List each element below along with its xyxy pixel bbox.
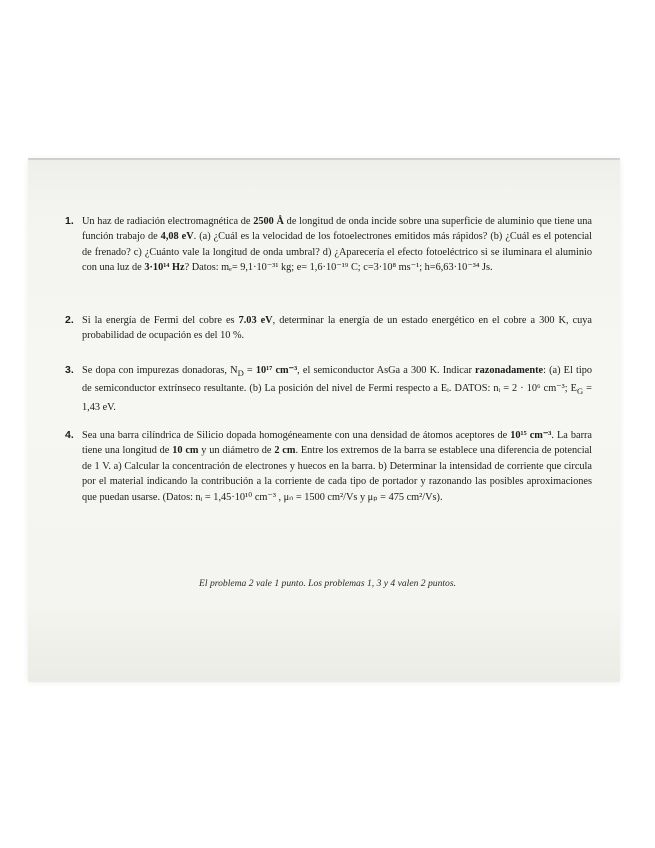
subscript: D	[237, 368, 244, 379]
problem-text: Un haz de radiación electromagnética de	[82, 216, 254, 227]
length-value: 10 cm	[172, 445, 199, 457]
problem-text: . Entre los extremos de la barra se establece una diferencia de potencial de 1 V. a) Calcular la concentración de electrones y huecos en la barra. b) Determinar la intensidad de corriente que circula por el material indicando la contribución a la corriente de cada tipo de portador y razonando las posibles aproximaciones que puedan usarse. (Datos: nᵢ = 1,45·10¹⁰ cm⁻³ , μₙ = 1500 cm²/Vs y μₚ = 475 cm²/Vs).	[82, 445, 592, 503]
problem-text: . La barra tiene una longitud de	[82, 430, 593, 457]
acceptor-density-value: 10¹⁵ cm⁻³	[510, 430, 552, 441]
grading-note: El problema 2 vale 1 punto. Los problemas 1, 3 y 4 valen 2 puntos.	[199, 578, 456, 589]
problem-text: =	[243, 365, 256, 376]
problem-number: 4.	[65, 429, 74, 441]
problem-text: . (a) ¿Cuál es la velocidad de los fotoelectrones emitidos más rápidos? (b) ¿Cuál es el potencial de frenado? c) ¿Cuánto vale la longitud de onda umbral? d) ¿Aparecería el efecto fotoeléctrico si se iluminara el aluminio con una luz de	[82, 231, 592, 274]
problem-2	[65, 313, 593, 344]
problem-number: 2.	[65, 314, 74, 326]
problem-text: Si la energía de Fermi del cobre es	[82, 315, 239, 326]
problem-4	[65, 428, 593, 505]
donor-density-value: 10¹⁷ cm⁻³	[255, 365, 298, 376]
emphasis-word: razonadamente	[475, 365, 544, 376]
problem-text: , el semiconductor AsGa a 300 K. Indicar	[297, 365, 476, 376]
wavelength-value: 2500 Å	[253, 216, 284, 227]
diameter-value: 2 cm	[274, 445, 296, 457]
problem-number: 3.	[65, 364, 74, 376]
problem-1	[65, 214, 592, 276]
problem-3	[65, 363, 592, 415]
fermi-energy-value: 7.03 eV	[238, 315, 273, 326]
problem-data: ? Datos: mₑ= 9,1·10⁻³¹ kg; e= 1,6·10⁻¹⁹ C; c=3·10⁸ ms⁻¹; h=6,63·10⁻³⁴ Js.	[184, 262, 493, 274]
problem-number: 1.	[65, 215, 74, 227]
subscript: G	[576, 386, 584, 397]
problem-text: : (a) El tipo de semiconductor extrínseco resultante. (b) La posición del nivel de Fermi respecto a Eᵢ. DATOS: nᵢ = 2 · 10⁶ cm⁻³; E	[82, 365, 592, 395]
work-function-value: 4,08 eV	[160, 231, 194, 243]
problem-text: Se dopa con impurezas donadoras, N	[82, 365, 238, 376]
problem-text: de longitud de onda incide sobre una superficie de aluminio que tiene una función trabajo de	[82, 216, 592, 243]
problem-text: y un diámetro de	[198, 445, 275, 457]
problem-text: Sea una barra cilíndrica de Silicio dopada homogéneamente con una densidad de átomos aceptores de	[82, 430, 511, 441]
frequency-value: 3·10¹⁴ Hz	[144, 262, 185, 274]
problem-text: , determinar la energía de un estado energético en el cobre a 300 K, cuya probabilidad de ocupación es del 10 %.	[82, 315, 593, 342]
problem-text: = 1,43 eV.	[82, 383, 592, 413]
